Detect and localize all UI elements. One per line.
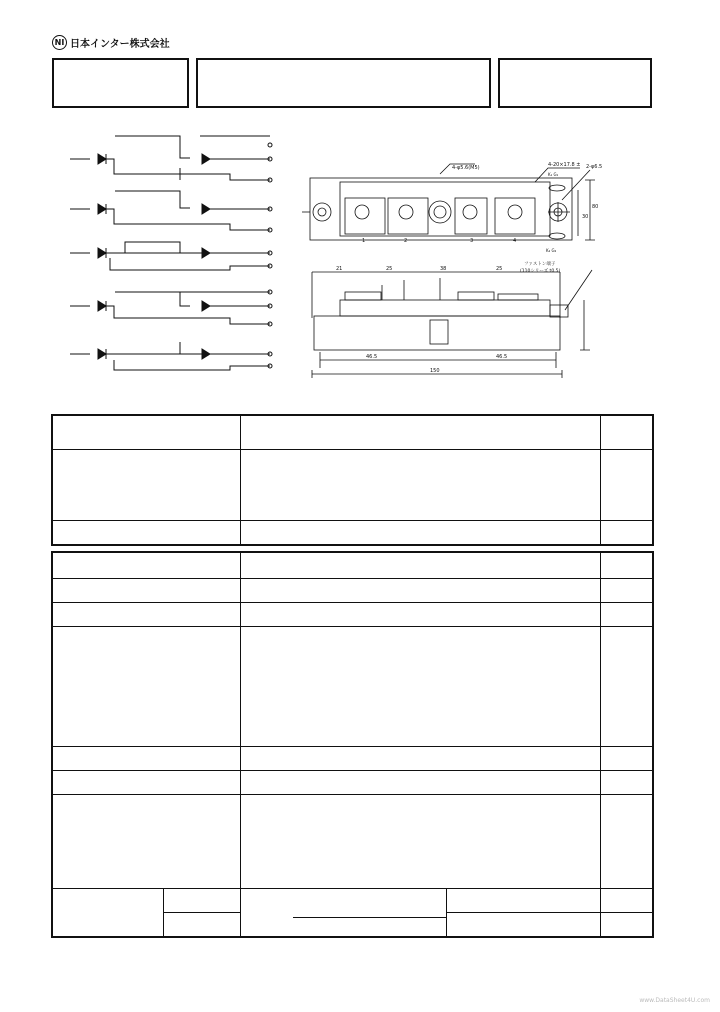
terminal-1-label: 1: [362, 238, 366, 244]
characteristics-table: [52, 552, 653, 937]
table-cell: [241, 889, 447, 937]
circuit-5: [70, 342, 272, 370]
circuit-3: [70, 242, 272, 270]
table-cell: [241, 450, 601, 521]
company-logo: [52, 34, 170, 50]
dim-top-2: 25: [386, 266, 393, 272]
table-cell: [53, 553, 241, 579]
table-cell: [53, 889, 164, 937]
table-cell: [53, 795, 241, 889]
title-box: [196, 58, 491, 108]
company-name: 日本インター株式会社: [70, 38, 170, 50]
side-view: [312, 260, 592, 378]
dim-side-a: 30: [582, 214, 589, 220]
table-cell: [601, 416, 653, 450]
dim-bottom-2: 46.5: [496, 354, 508, 360]
table-cell: [53, 416, 241, 450]
table-cell: [601, 603, 653, 627]
table-cell: [601, 913, 653, 937]
table-cell: [53, 450, 241, 521]
gate-label-top: K₁ G₁: [548, 172, 559, 177]
top-view: [302, 162, 602, 253]
table-cell: [53, 771, 241, 795]
table-row: [53, 450, 653, 521]
table-cell: [241, 603, 601, 627]
table-cell: [53, 603, 241, 627]
table-cell: [241, 521, 601, 545]
gate-label-bottom: K₂ G₂: [546, 248, 557, 253]
dim-holes-label: 4-φ5.6(M5): [452, 165, 480, 171]
dim-bottom-1: 46.5: [366, 354, 378, 360]
circuit-diagrams: [70, 136, 280, 386]
table-cell: [601, 450, 653, 521]
outline-drawing: [300, 160, 603, 385]
table-cell: [53, 521, 241, 545]
table-row: [53, 889, 653, 913]
max-ratings-table: [52, 415, 653, 545]
part-number-box: [52, 58, 189, 108]
dim-tabs-label: 4-20×17.8 ±: [548, 162, 581, 168]
dim-top-3: 38: [440, 266, 447, 272]
circuit-2: [70, 191, 272, 232]
table-cell: [447, 913, 601, 937]
table-cell: [53, 627, 241, 747]
terminal-4-label: 4: [513, 238, 517, 244]
table-cell: [601, 771, 653, 795]
dim-top-4: 25: [496, 266, 503, 272]
terminal-2-label: 2: [404, 238, 408, 244]
circuit-4: [70, 290, 272, 326]
table-cell: [601, 627, 653, 747]
table-cell: [447, 889, 601, 913]
table-cell: [53, 579, 241, 603]
table-cell: [241, 747, 601, 771]
table-row: [53, 603, 653, 627]
table-cell: [601, 795, 653, 889]
table-cell: [53, 747, 241, 771]
table-cell: [241, 416, 601, 450]
table-cell: [241, 771, 601, 795]
table-cell: [241, 795, 601, 889]
table-cell: [601, 521, 653, 545]
table-cell: [601, 553, 653, 579]
terminal-3-label: 3: [470, 238, 474, 244]
table-row: [53, 521, 653, 545]
table-row: [53, 795, 653, 889]
ni-logo-icon: NI: [52, 35, 67, 50]
rating-box: [498, 58, 652, 108]
table-row: [53, 416, 653, 450]
tab-note-2: (110シリーズ t0.5): [520, 269, 561, 274]
tab-note: ファストン端子: [524, 262, 556, 267]
table-row: [53, 553, 653, 579]
table-cell: [601, 889, 653, 913]
table-cell: [241, 553, 601, 579]
table-cell: [601, 747, 653, 771]
table-cell: [164, 889, 241, 913]
table-cell: [601, 579, 653, 603]
circuit-1: [70, 136, 272, 182]
table-cell: [241, 579, 601, 603]
table-row: [53, 747, 653, 771]
table-row: [53, 771, 653, 795]
table-cell: [241, 627, 601, 747]
dim-slot-label: 2-φ6.5: [586, 164, 603, 170]
dim-side-b: 80: [592, 204, 599, 210]
watermark: www.DataSheet4U.com: [639, 997, 710, 1004]
table-row: [53, 627, 653, 747]
table-row: [53, 579, 653, 603]
dim-total: 150: [430, 368, 440, 374]
table-cell: [164, 913, 241, 937]
dim-top-1: 21: [336, 266, 343, 272]
